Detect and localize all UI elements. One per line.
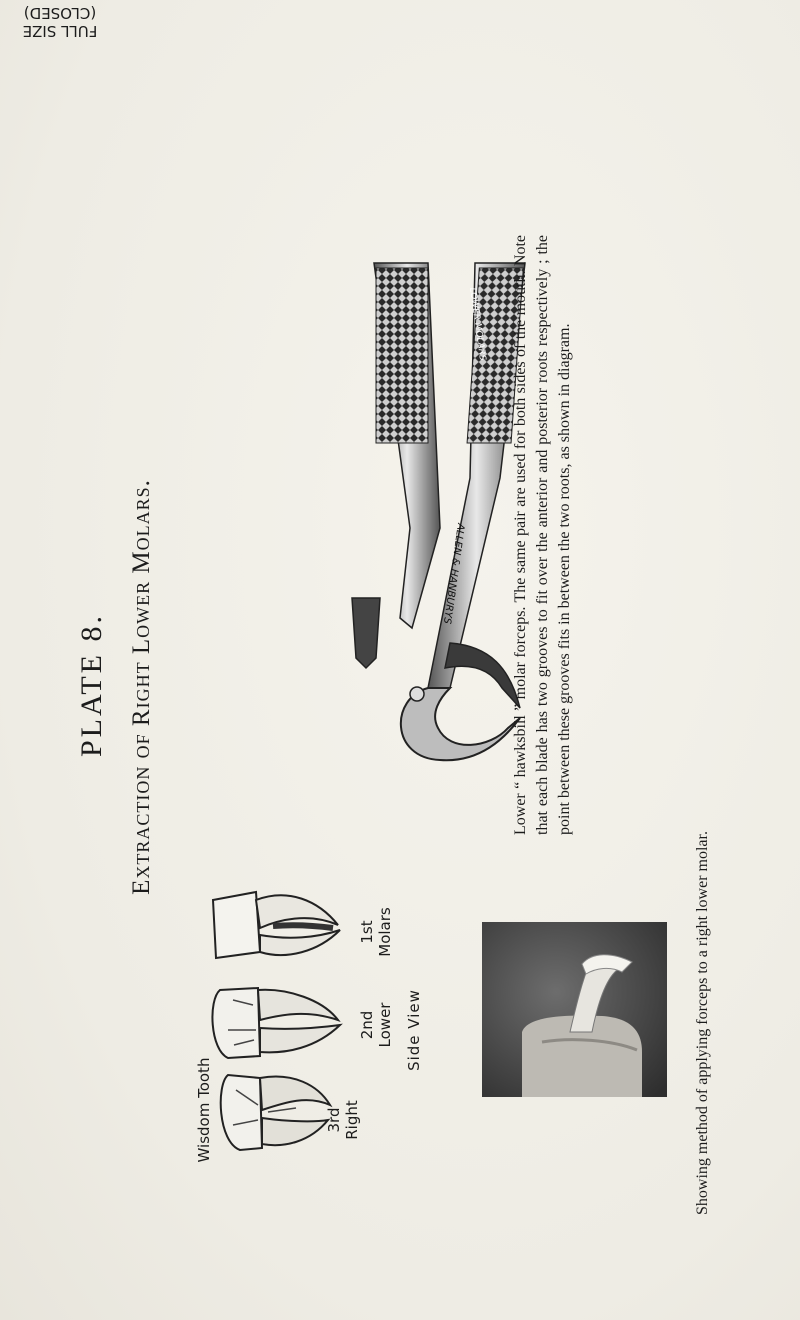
- third-molar-label-line1: 3rd: [325, 1107, 343, 1133]
- first-molar-label-line2: Molars: [376, 907, 394, 957]
- forceps-blade-text: LOWER MOLARS: [467, 287, 488, 362]
- forceps-illustration: [330, 258, 530, 768]
- forceps-size-line1: FULL SIZE: [22, 22, 98, 40]
- first-molar-label: [358, 872, 398, 992]
- wisdom-tooth-label: Wisdom Tooth: [195, 1057, 213, 1163]
- forceps-hinge-screw: [410, 687, 424, 701]
- photo-caption: Showing method of applying forceps to a right lower molar.: [694, 831, 711, 1215]
- first-molar-drawing: [213, 892, 340, 958]
- forceps-upper-grip: [376, 268, 428, 443]
- wisdom-tooth-drawing: [221, 1075, 330, 1150]
- forceps-handle-text: ALLEN & HANBURYS: [440, 522, 466, 625]
- second-molar-label-line1: 2nd: [358, 1010, 376, 1040]
- second-molar-label-line2: Lower: [376, 1002, 394, 1048]
- first-molar-label-line1: 1st: [358, 920, 376, 944]
- second-molar-drawing: [212, 988, 340, 1058]
- plate-heading: PLATE 8.: [75, 613, 108, 757]
- side-view-label: Side View: [405, 989, 423, 1071]
- forceps-size-line2: (CLOSED): [23, 4, 97, 22]
- forceps-beak-detail: [352, 598, 380, 668]
- forceps-beak-upper: [445, 643, 520, 708]
- third-molar-label-line2: Right: [343, 1100, 361, 1140]
- page-title: Extraction of Right Lower Molars.: [128, 479, 155, 895]
- extraction-photo: [482, 922, 667, 1097]
- forceps-size-label: [0, 0, 120, 40]
- forceps-caption: Lower “ hawksbill ” molar forceps. The same pair are used for both sides of the mouth. Note that each blade has two grooves to fit over the anterior and posterior roots respectively ; the point between these grooves fits in between the two roots, as shown in diagram.: [512, 235, 573, 835]
